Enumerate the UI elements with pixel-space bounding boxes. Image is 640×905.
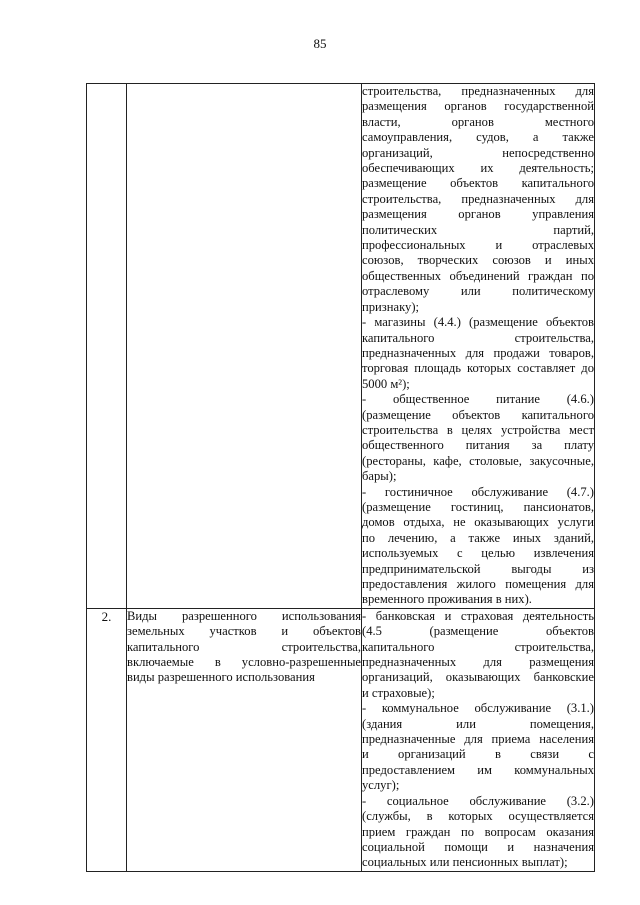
text-line: размещения органов государственной — [362, 99, 594, 114]
text-line: отраслевому или политическому — [362, 284, 594, 299]
text-line: - общественное питание (4.6.) — [362, 392, 594, 407]
text-line: организаций, непосредственно — [362, 145, 594, 160]
text-line: предназначенных для размещения — [362, 655, 594, 670]
text-line: (4.5 (размещение объектов — [362, 624, 594, 639]
text-line: капитального строительства, — [362, 330, 594, 345]
text-line: размещения органов управления — [362, 207, 594, 222]
text-line: виды разрешенного использования — [127, 670, 315, 685]
text-line: - социальное обслуживание (3.2.) — [362, 793, 594, 808]
text-line: общественного питания за плату — [362, 438, 594, 453]
text-line: капитального строительства, — [127, 639, 361, 654]
text-line: 5000 м²); — [362, 376, 410, 391]
text-line: и страховые); — [362, 685, 435, 700]
text-line: (здания или помещения, — [362, 716, 594, 731]
row-number-cell — [87, 608, 127, 871]
text-line: социальной помощи и назначения — [362, 839, 594, 854]
text-line: размещение объектов капитального — [362, 176, 594, 191]
text-line: временного проживания в них). — [362, 592, 532, 607]
text-line: торговая площадь которых составляет до — [362, 361, 594, 376]
text-line: - коммунальное обслуживание (3.1.) — [362, 701, 594, 716]
text-line: строительства в целях устройства мест — [362, 422, 594, 437]
text-line: прием граждан по вопросам оказания — [362, 824, 594, 839]
row-number-cell — [87, 84, 127, 609]
text-line: включаемые в условно-разрешенные — [127, 655, 361, 670]
content-cell — [362, 84, 595, 609]
page-number: 85 — [313, 36, 327, 51]
text-line: самоуправления, судов, а также — [362, 130, 594, 145]
text-line: организаций, оказывающих банковские — [362, 670, 594, 685]
text-line: (службы, в которых осуществляется — [362, 809, 594, 824]
text-line: союзов, творческих союзов и иных — [362, 253, 594, 268]
text-line: предпринимательской выгоды из — [362, 561, 594, 576]
description-cell — [127, 84, 362, 609]
table-row — [87, 84, 595, 609]
row-number: 2. — [101, 608, 112, 624]
text-line: бары); — [362, 469, 397, 484]
text-line: по лечению, а также иных зданий, — [362, 530, 594, 545]
text-line: - банковская и страховая деятельность — [362, 608, 594, 623]
text-line: обеспечивающих их деятельность; — [362, 161, 594, 176]
text-line: домов отдыха, не оказывающих услуги — [362, 515, 594, 530]
text-line: - магазины (4.4.) (размещение объектов — [362, 315, 594, 330]
text-line: - гостиничное обслуживание (4.7.) — [362, 484, 594, 499]
permitted-use-table — [86, 83, 595, 872]
text-line: (рестораны, кафе, столовые, закусочные, — [362, 453, 594, 468]
text-line: (размещение гостиниц, пансионатов, — [362, 499, 594, 514]
text-line: и организаций в связи с — [362, 747, 594, 762]
text-line: признаку); — [362, 299, 420, 314]
text-line: строительства, предназначенных для — [362, 191, 594, 206]
table-row — [87, 608, 595, 871]
text-line: предоставления жилого помещения для — [362, 577, 594, 591]
description-cell — [127, 608, 362, 871]
text-line: предназначенные для приема населения — [362, 732, 594, 747]
text-line: политических партий, — [362, 222, 594, 237]
text-line: (размещение объектов капитального — [362, 407, 594, 422]
text-line: Виды разрешенного использования — [127, 608, 361, 623]
text-line: услуг); — [362, 778, 400, 793]
text-line: земельных участков и объектов — [127, 624, 361, 639]
text-line: власти, органов местного — [362, 114, 594, 129]
text-line: используемых с целью извлечения — [362, 546, 594, 561]
text-line: строительства, предназначенных для — [362, 84, 594, 98]
text-line: предоставлением им коммунальных — [362, 762, 594, 777]
text-line: социальных или пенсионных выплат); — [362, 855, 568, 870]
content-cell — [362, 608, 595, 871]
text-line: общественных объединений граждан по — [362, 268, 594, 283]
text-line: предназначенных для продажи товаров, — [362, 345, 594, 360]
text-line: капитального строительства, — [362, 639, 594, 654]
text-line: профессиональных и отраслевых — [362, 238, 594, 253]
